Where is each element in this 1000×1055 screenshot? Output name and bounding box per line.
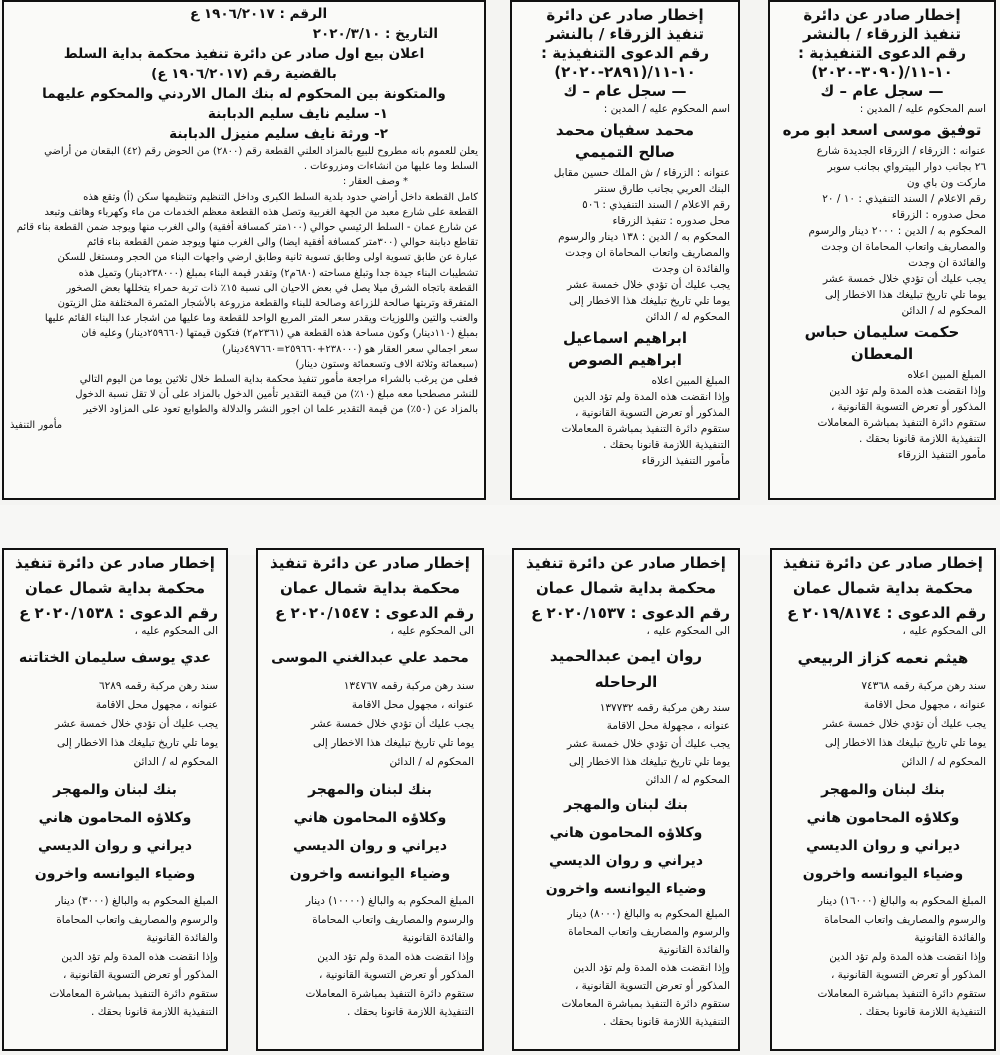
body-line: عبارة عن طابق تسوية اولى وطابق تسوية ثانية وطابق ارضي واجهات البناء من الحجر ومستغل للسكن xyxy=(57,252,478,264)
footer-line: ستقوم دائرة التنفيذ بمباشرة المعاملات xyxy=(305,987,474,1000)
name-line: الرحاحله xyxy=(594,673,658,691)
body-line: بالمزاد عن (٥٠٪) من قيمة التقدير علما ان اجور النشر والدلالة والطوابع تعود على المزاود الاخير xyxy=(83,404,478,416)
creditor-line: وضياء اليوانسه واخرون xyxy=(289,866,451,882)
body-line: سند رهن مركبة رقمه ١٣٧٧٣٢ xyxy=(599,702,730,714)
footer-line: وإذا انقضت هذه المدة ولم تؤد الدين xyxy=(61,950,218,963)
case-number: ١٠-١١/(٢٨٩١-٢٠٢٠) xyxy=(554,63,696,81)
auction-notice-salt xyxy=(2,0,486,500)
footer-line: المذكور أو تعرض التسوية القانونية ، xyxy=(574,980,730,992)
body-line: المحكوم له / الدائن xyxy=(133,756,218,768)
defendant-line: ١- سليم نايف سليم الدبابنة xyxy=(207,106,388,122)
notice-body xyxy=(522,699,730,789)
notice-north-amman-8174 xyxy=(770,548,996,1051)
body-line: يوما تلي تاريخ تبليغك هذا الاخطار إلى xyxy=(824,289,986,301)
signature: مأمور التنفيذ الزرقاء xyxy=(641,455,730,467)
footer-line: المبلغ المحكوم به والبالغ (١٠٠٠٠) دينار xyxy=(305,895,474,907)
respondent-label: الى المحكوم عليه ، xyxy=(134,625,218,637)
body-line: تقاطع دبابنة حوالي (٣٠٠متر كمسافة أفقية ايضا) والى الغرب منها ويوجد ضمن القطعة بناء قائم xyxy=(86,237,478,249)
respondent-label: الى المحكوم عليه ، xyxy=(902,625,986,637)
body-line: ٢٦ بجانب دوار البيترواي بجانب سوبر xyxy=(827,161,986,173)
body-line: فعلى من يرغب بالشراء مراجعة مأمور تنفيذ محكمة بداية السلط خلال ثلاثين يوما من اليوم التالي xyxy=(79,374,478,386)
body-line: رقم الاعلام / السند التنفيذي : ١٠ / ٢٠ xyxy=(822,193,986,205)
body-line: والمصاريف واتعاب المحاماة ان وجدت xyxy=(565,247,730,259)
creditor-line: ديراني و روان الديسي xyxy=(548,853,703,869)
body-line: القطعة على شارع معبد من الجهة الغربية وتصل هذه القطعة معظم الخدمات من ماء وكهرباء وهاتف وتبعد xyxy=(44,206,478,218)
title-line: اعلان بيع اول صادر عن دائرة تنفيذ محكمة بداية السلط xyxy=(63,46,425,62)
footer-line: المبلغ المبين اعلاه xyxy=(651,375,730,387)
notice-footer xyxy=(778,367,986,463)
header-line: إخطار صادر عن دائرة تنفيذ xyxy=(783,554,983,572)
auction-body xyxy=(10,144,478,433)
body-line: والفائدة ان وجدت xyxy=(652,263,730,275)
body-line: القطعة باتجاه الشرق ميلا يصل في بعض الاحيان الى نسبة ١٥٪ ذات تربة حمراء يتخللها بعض الصخور xyxy=(66,282,478,294)
case-number: رقم الدعوى : ٢٠٢٠/١٥٤٧ ع xyxy=(275,604,474,622)
body-line: والمصاريف واتعاب المحاماة ان وجدت xyxy=(821,241,986,253)
notice-zarqa-2891 xyxy=(510,0,740,500)
footer-line: ستقوم دائرة التنفيذ بمباشرة المعاملات xyxy=(49,987,218,1000)
notice-footer xyxy=(520,373,730,469)
creditor-line: بنك لبنان والمهجر xyxy=(821,782,945,798)
footer-line: التنفيذية اللازمة قانونا بحقك . xyxy=(603,439,730,451)
body-line: سعر اجمالي سعر العقار هو (٢٣٨٠٠٠+٢٥٩٦٦٠=٤٩٧٦٦٠دينار) xyxy=(222,343,478,355)
header-line: محكمة بداية شمال عمان xyxy=(536,579,716,597)
body-line: المحكوم له / الدائن xyxy=(389,756,474,768)
body-line: يوما تلي تاريخ تبليغك هذا الاخطار إلى xyxy=(312,737,474,749)
body-line: عنوانه ، مجهول محل الاقامة xyxy=(95,699,218,711)
body-line: يجب عليك أن تؤدي خلال خمسة عشر xyxy=(310,718,474,730)
footer-line: المذكور أو تعرض التسوية القانونية ، xyxy=(318,969,474,981)
body-line: عنوانه : الزرقاء / ش الملك حسين مقابل xyxy=(553,167,730,179)
header-line: محكمة بداية شمال عمان xyxy=(25,579,205,597)
name-line: ابراهيم الصوص xyxy=(568,351,682,369)
body-line: رقم الاعلام / السند التنفيذي : ٥٠٦ xyxy=(582,199,730,211)
footer-line: ستقوم دائرة التنفيذ بمباشرة المعاملات xyxy=(561,998,730,1010)
body-line: يوما تلي تاريخ تبليغك هذا الاخطار إلى xyxy=(568,295,730,307)
creditor-name xyxy=(520,327,730,371)
body-line: عنوانه ، مجهولة محل الاقامة xyxy=(606,720,730,732)
body-line: سند رهن مركبة رقمه ٦٢٨٩ xyxy=(99,680,218,692)
footer-line: والرسوم والمصاريف واتعاب المحاماة xyxy=(56,913,218,926)
creditor-line: وكلاؤه المحامون هاني xyxy=(38,810,192,826)
header-line: رقم الدعوى التنفيذية : xyxy=(797,44,967,62)
case-number: رقم الدعوى : ٢٠١٩/٨١٧٤ ع xyxy=(787,604,986,622)
title-line: بالقضية رقم (١٩٠٦/٢٠١٧ ع) xyxy=(151,66,337,82)
body-line: يجب عليك أن تؤدي خلال خمسة عشر xyxy=(822,718,986,730)
body-line: المتفرقة وتربتها صالحة للزراعة وصالحة للبناء والقطعة مزروعة بالأشجار المثمرة المختلفة مثل الزيتون xyxy=(57,298,478,310)
creditor-line: ديراني و روان الديسي xyxy=(292,838,447,854)
creditor-line: بنك لبنان والمهجر xyxy=(53,782,177,798)
name-line: روان ايمن عبدالحميد xyxy=(549,647,703,665)
respondent-label: اسم المحكوم عليه / المدين : xyxy=(859,103,986,115)
body-line: المحكوم له / الدائن xyxy=(901,305,986,317)
title-line: والمتكونة بين المحكوم له بنك المال الاردني والمحكوم عليهما xyxy=(42,86,446,102)
creditor-line: وضياء اليوانسه واخرون xyxy=(545,881,707,897)
creditor-block xyxy=(780,776,986,888)
respondent-name: عدي يوسف سليمان الختاتنه xyxy=(19,650,211,666)
header-line: إخطار صادر عن دائرة xyxy=(803,6,961,24)
body-line: البنك العربي بجانب طارق سنتر xyxy=(594,183,730,195)
body-line: والعنب والتين واللوزيات ويقدر سعر المتر المربع الواحد للقطعة وما عليها من اشجار عدا البناء القائم عليها xyxy=(44,313,478,325)
body-line: المحكوم له / الدائن xyxy=(645,311,730,323)
footer-line: ستقوم دائرة التنفيذ بمباشرة المعاملات xyxy=(561,423,730,435)
footer-line: وإذا انقضت هذه المدة ولم تؤد الدين xyxy=(829,950,986,963)
notice-footer xyxy=(780,892,986,1022)
defendant-line: ٢- ورثة نايف سليم منيزل الدبابنة xyxy=(169,126,388,142)
footer-line: وإذا انقضت هذه المدة ولم تؤد الدين xyxy=(573,391,730,403)
body-line: المحكوم به / الدين : ١٣٨ دينار والرسوم xyxy=(558,231,730,243)
footer-line: المذكور أو تعرض التسوية القانونية ، xyxy=(830,969,986,981)
respondent-name xyxy=(520,119,730,163)
body-line: يجب عليك أن تؤدي خلال خمسة عشر xyxy=(822,273,986,285)
creditor-line: وكلاؤه المحامون هاني xyxy=(293,810,447,826)
notice-footer xyxy=(522,905,730,1031)
respondent-name: توفيق موسى اسعد ابو مره xyxy=(782,121,982,139)
header-line: إخطار صادر عن دائرة xyxy=(546,6,704,24)
footer-line: التنفيذية اللازمة قانونا بحقك . xyxy=(859,433,986,445)
respondent-name: هيثم نعمه كزاز الربيعي xyxy=(797,649,969,667)
header-line: تنفيذ الزرقاء / بالنشر xyxy=(803,25,961,43)
notice-north-amman-1538 xyxy=(2,548,228,1051)
footer-line: التنفيذية اللازمة قانونا بحقك . xyxy=(91,1006,218,1018)
notice-footer xyxy=(266,892,474,1022)
notice-date: التاريخ : ٢٠٢٠/٣/١٠ xyxy=(312,26,438,42)
body-line: محل صدوره : تنفيذ الزرقاء xyxy=(612,215,730,227)
body-line: المحكوم له / الدائن xyxy=(645,774,730,786)
footer-line: المبلغ المحكوم به والبالغ (٣٠٠٠) دينار xyxy=(55,895,218,907)
creditor-line: ديراني و روان الديسي xyxy=(805,838,960,854)
name-line: ابراهيم اسماعيل xyxy=(562,329,688,347)
body-line: * وصف العقار : xyxy=(342,176,408,188)
creditor-line: وكلاؤه المحامون هاني xyxy=(549,825,703,841)
footer-line: والفائدة القانونية xyxy=(402,932,474,944)
body-line: محل صدوره : الزرقاء xyxy=(891,209,986,221)
footer-line: المبلغ المبين اعلاه xyxy=(907,369,986,381)
body-line: والفائدة ان وجدت xyxy=(908,257,986,269)
body-line: يعلن للعموم بانه مطروح للبيع بالمزاد العلني القطعة رقم (٢٨٠٠) من الحوض رقم (٤٢) البقعان من أراضي xyxy=(44,146,478,157)
footer-line: والرسوم والمصاريف واتعاب المحاماة xyxy=(312,913,474,926)
notice-number: الرقم : ١٩٠٦/٢٠١٧ ع xyxy=(190,6,328,22)
body-line: يجب عليك أن تؤدي خلال خمسة عشر xyxy=(566,279,730,291)
notice-title xyxy=(10,44,478,104)
footer-line: وإذا انقضت هذه المدة ولم تؤد الدين xyxy=(573,962,730,974)
body-line: كامل القطعة داخل أراضي حدود بلدية السلط الكبرى وداخل التنظيم وتنظيمها سكن (أ) وتقع هذه xyxy=(83,191,478,203)
footer-line: ستقوم دائرة التنفيذ بمباشرة المعاملات xyxy=(817,987,986,1000)
body-line: عنوانه ، مجهول محل الاقامة xyxy=(351,699,474,711)
footer-line: التنفيذية اللازمة قانونا بحقك . xyxy=(347,1006,474,1018)
notice-body xyxy=(780,677,986,772)
notice-footer xyxy=(12,892,218,1022)
case-number: رقم الدعوى : ٢٠٢٠/١٥٣٨ ع xyxy=(19,604,218,622)
signature: مأمور التنفيذ xyxy=(10,419,63,431)
creditor-line: وضياء اليوانسه واخرون xyxy=(802,866,964,882)
body-line: عن شارع عمان - السلط الرئيسي حوالي (١٠٠متر كمسافة أفقية) والى الغرب منها ويوجد ضمن القطعة بناء قائم xyxy=(16,222,478,234)
footer-line: والفائدة القانونية xyxy=(146,932,218,944)
footer-line: المبلغ المحكوم به والبالغ (١٦٠٠٠) دينار xyxy=(817,895,986,907)
notice-header xyxy=(778,6,986,101)
notice-body xyxy=(12,677,218,772)
footer-line: التنفيذية اللازمة قانونا بحقك . xyxy=(603,1016,730,1028)
body-line: بمبلغ (١١٠دينار) وكون مساحة هذه القطعة هي (٢٣٦١م٢) فتكون قيمتها (٢٥٩٦٦٠دينار) وعليه فان xyxy=(81,328,478,340)
name-line: صالح التميمي xyxy=(574,143,676,161)
footer-line: ستقوم دائرة التنفيذ بمباشرة المعاملات xyxy=(817,417,986,429)
footer-line: والفائدة القانونية xyxy=(914,932,986,944)
footer-line: والفائدة القانونية xyxy=(658,944,730,956)
body-line: (سبعمائة وثلاثة الاف وتسعمائة وستون دينار) xyxy=(295,358,478,370)
creditor-line: بنك لبنان والمهجر xyxy=(308,782,432,798)
footer-line: وإذا انقضت هذه المدة ولم تؤد الدين xyxy=(829,385,986,397)
footer-line: التنفيذية اللازمة قانونا بحقك . xyxy=(859,1006,986,1018)
notice-north-amman-1537 xyxy=(512,548,740,1051)
creditor-line: وكلاؤه المحامون هاني xyxy=(806,810,960,826)
respondent-label: اسم المحكوم عليه / المدين : xyxy=(603,103,730,115)
creditor-block xyxy=(266,776,474,888)
footer-line: المذكور أو تعرض التسوية القانونية ، xyxy=(62,969,218,981)
body-line: سند رهن مركبة رقمه ٧٤٣٦٨ xyxy=(861,680,986,692)
footer-line: وإذا انقضت هذه المدة ولم تؤد الدين xyxy=(317,950,474,963)
case-number: ١٠-١١/(٣٠٩٠-٢٠٢٠) xyxy=(811,63,953,81)
register-line: — سجل عام – ك xyxy=(563,82,687,100)
respondent-name: محمد علي عبدالغني الموسى xyxy=(271,650,469,666)
body-line: يجب عليك أن تؤدي خلال خمسة عشر xyxy=(566,738,730,750)
footer-line: المذكور أو تعرض التسوية القانونية ، xyxy=(574,407,730,419)
case-number: رقم الدعوى : ٢٠٢٠/١٥٣٧ ع xyxy=(531,604,730,622)
creditor-name: حكمت سليمان حباس المعطان xyxy=(804,323,960,363)
header-line: إخطار صادر عن دائرة تنفيذ xyxy=(526,554,726,572)
body-line: عنوانه ، مجهول محل الاقامة xyxy=(863,699,986,711)
creditor-line: وضياء اليوانسه واخرون xyxy=(34,866,196,882)
notice-north-amman-1547 xyxy=(256,548,484,1051)
header-line: محكمة بداية شمال عمان xyxy=(793,579,973,597)
body-line: سند رهن مركبة رقمه ١٣٤٧٦٧ xyxy=(343,680,474,692)
header-line: رقم الدعوى التنفيذية : xyxy=(540,44,710,62)
creditor-block xyxy=(522,791,730,903)
notice-zarqa-3090 xyxy=(768,0,996,500)
header-line: محكمة بداية شمال عمان xyxy=(280,579,460,597)
respondent-name xyxy=(522,645,730,693)
body-line: يوما تلي تاريخ تبليغك هذا الاخطار إلى xyxy=(568,756,730,768)
footer-line: والرسوم والمصاريف واتعاب المحاماة xyxy=(568,926,730,938)
header-line: تنفيذ الزرقاء / بالنشر xyxy=(546,25,704,43)
body-line: المحكوم له / الدائن xyxy=(901,756,986,768)
body-line: السلط وما عليها من انشاءات ومزروعات . xyxy=(303,161,478,173)
body-line: ماركت ون باي ون xyxy=(906,177,986,189)
respondent-label: الى المحكوم عليه ، xyxy=(646,625,730,637)
body-line: المحكوم به / الدين : ٢٠٠٠ دينار والرسوم xyxy=(808,225,986,237)
name-line: محمد سفيان محمد xyxy=(555,121,695,139)
header-line: إخطار صادر عن دائرة تنفيذ xyxy=(15,554,215,572)
footer-line: المبلغ المحكوم به والبالغ (٨٠٠٠) دينار xyxy=(567,908,730,920)
notice-body xyxy=(520,165,730,325)
signature: مأمور التنفيذ الزرقاء xyxy=(897,449,986,461)
body-line: يوما تلي تاريخ تبليغك هذا الاخطار إلى xyxy=(824,737,986,749)
body-line: يجب عليك أن تؤدي خلال خمسة عشر xyxy=(54,718,218,730)
creditor-block xyxy=(12,776,218,888)
notice-body xyxy=(778,143,986,319)
body-line: تشطيبات البناء جيدة جدا وتبلغ مساحته (٦٨٠م٢) وتقدر قيمة البناء بمبلغ (٢٣٨٠٠٠دينار) وتميل هذه xyxy=(78,267,478,279)
header-line: إخطار صادر عن دائرة تنفيذ xyxy=(270,554,470,572)
body-line: للنشر مصطحبا معه مبلغ (١٠٪) من قيمة التقدير تأمين الدخول بالمزاد على أن لا تقل نسبة الدخول xyxy=(75,389,478,401)
creditor-line: بنك لبنان والمهجر xyxy=(564,797,688,813)
body-line: يوما تلي تاريخ تبليغك هذا الاخطار إلى xyxy=(56,737,218,749)
creditor-line: ديراني و روان الديسي xyxy=(37,838,192,854)
register-line: — سجل عام – ك xyxy=(820,82,944,100)
footer-line: والرسوم والمصاريف واتعاب المحاماة xyxy=(824,913,986,926)
notice-body xyxy=(266,677,474,772)
body-line: عنوانه : الزرقاء / الزرقاء الجديدة شارع xyxy=(816,145,986,157)
footer-line: المذكور أو تعرض التسوية القانونية ، xyxy=(830,401,986,413)
respondent-label: الى المحكوم عليه ، xyxy=(390,625,474,637)
notice-header xyxy=(520,6,730,101)
